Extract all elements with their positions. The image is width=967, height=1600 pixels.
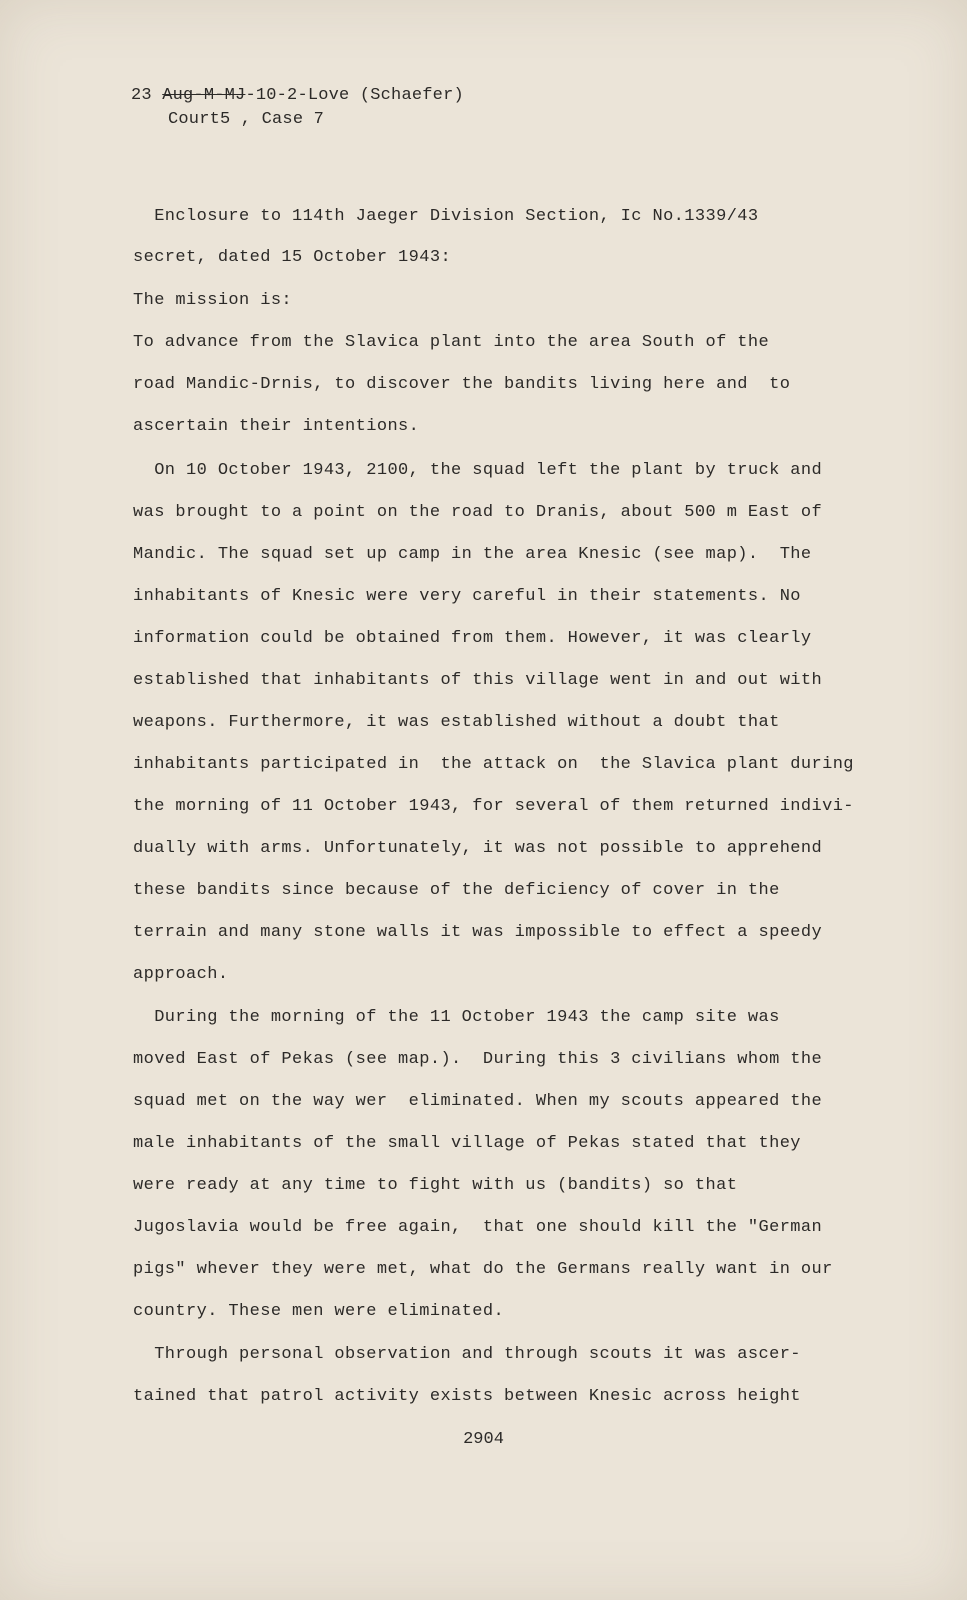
body-line: were ready at any time to fight with us (bandits) so that — [133, 1176, 738, 1195]
body-line: approach. — [133, 965, 229, 984]
body-line: Enclosure to 114th Jaeger Division Section, Ic No.1339/43 — [133, 207, 759, 226]
body-line: inhabitants of Knesic were very careful in their statements. No — [133, 587, 801, 606]
body-line: On 10 October 1943, 2100, the squad left the plant by truck and — [133, 461, 823, 480]
body-line: weapons. Furthermore, it was established without a doubt that — [133, 713, 780, 732]
body-line: was brought to a point on the road to Dranis, about 500 m East of — [133, 503, 823, 522]
body-line: the morning of 11 October 1943, for several of them returned indivi- — [133, 797, 854, 816]
body-line: road Mandic-Drnis, to discover the bandits living here and to — [133, 375, 791, 394]
body-line: inhabitants participated in the attack on the Slavica plant during — [133, 755, 854, 774]
header-reference-struck: Aug-M-MJ — [162, 86, 246, 105]
body-line: moved East of Pekas (see map.). During this 3 civilians whom the — [133, 1050, 823, 1069]
body-line: During the morning of the 11 October 1943 the camp site was — [133, 1008, 780, 1027]
body-line: pigs" whever they were met, what do the Germans really want in our — [133, 1260, 833, 1279]
body-line: ascertain their intentions. — [133, 417, 420, 436]
body-line: established that inhabitants of this village went in and out with — [133, 671, 823, 690]
body-line: Mandic. The squad set up camp in the area Knesic (see map). The — [133, 545, 812, 564]
body-line: Through personal observation and through scouts it was ascer- — [133, 1345, 801, 1364]
document-header — [131, 84, 464, 132]
body-line: The mission is: — [133, 291, 293, 310]
header-reference-line — [131, 84, 464, 108]
body-line: male inhabitants of the small village of Pekas stated that they — [133, 1134, 801, 1153]
body-line: Jugoslavia would be free again, that one should kill the "German — [133, 1218, 823, 1237]
page-number: 2904 — [463, 1430, 504, 1449]
body-line: information could be obtained from them. However, it was clearly — [133, 629, 812, 648]
header-reference-prefix: 23 — [131, 86, 163, 105]
body-line: these bandits since because of the deficiency of cover in the — [133, 881, 780, 900]
body-line: dually with arms. Unfortunately, it was not possible to apprehend — [133, 839, 823, 858]
body-line: squad met on the way wer eliminated. When my scouts appeared the — [133, 1092, 823, 1111]
body-line: tained that patrol activity exists between Knesic across height — [133, 1387, 801, 1406]
body-line: terrain and many stone walls it was impossible to effect a speedy — [133, 923, 823, 942]
body-line: country. These men were eliminated. — [133, 1302, 505, 1321]
body-line: To advance from the Slavica plant into the area South of the — [133, 333, 770, 352]
body-line: secret, dated 15 October 1943: — [133, 248, 452, 267]
header-reference-suffix: -10-2-Love (Schaefer) — [245, 86, 464, 105]
header-court-case: Court5 , Case 7 — [168, 110, 325, 129]
